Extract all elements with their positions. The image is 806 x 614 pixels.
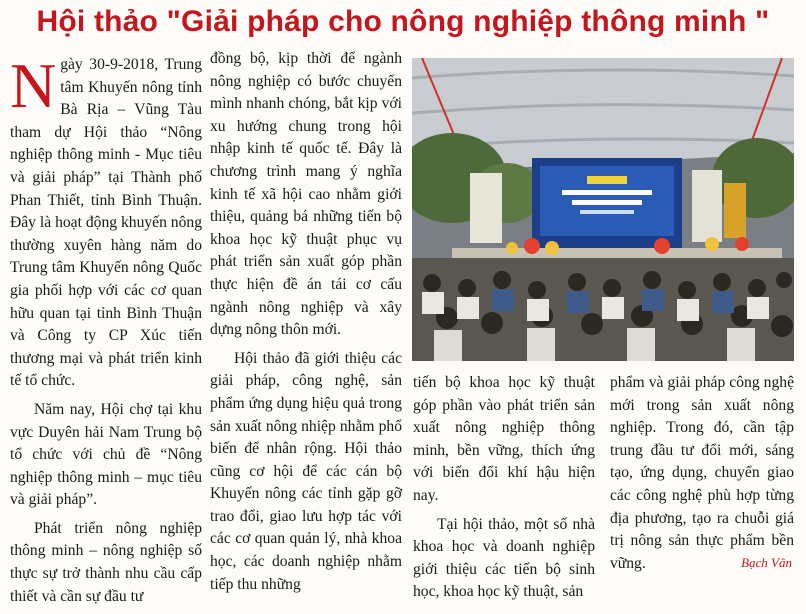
paragraph: Phát triển nông nghiệp thông minh – nông nghiệp số thực sự trở thành nhu cầu cấp thiết và cần sự đầu tư bbox=[10, 519, 202, 605]
paragraph: tiến bộ khoa học kỹ thuật góp phần vào phát triển sản xuất nông nghiệp thông minh, bền vững, thích ứng với biến đổi khí hậu hiện nay. bbox=[413, 374, 595, 504]
column-1 bbox=[10, 50, 202, 614]
column-4 bbox=[610, 372, 794, 581]
paragraph bbox=[10, 50, 202, 393]
article-headline: Hội thảo "Giải pháp cho nông nghiệp thông minh " bbox=[36, 5, 770, 38]
paragraph: phẩm và giải pháp công nghệ mới trong sản xuất nông nghiệp. Trong đó, cần tập trung đầu tư đổi mới, sáng tạo, ứng dụng, chuyển giao các công nghệ phù hợp từng địa phương, tạo ra chuỗi giá trị nông sản thực phẩm bền vững. bbox=[610, 374, 794, 572]
column-3 bbox=[413, 372, 595, 610]
paragraph-text: gày 30-9-2018, Trung tâm Khuyến nông tỉnh Bà Rịa – Vũng Tàu tham dự Hội thảo “Nông nghiệp thông minh - Mục tiêu và giải pháp” tại Thành phố Phan Thiết, tỉnh Bình Thuận. Đây là hoạt động khuyến nông thường xuyên hàng năm do Trung tâm Khuyến nông Quốc gia phối hợp với các cơ quan hữu quan tại tỉnh Bình Thuận và Công ty CP Xúc tiến thương mại và phát triển kinh tế tổ chức. bbox=[10, 56, 202, 390]
paragraph: Hội thảo đã giới thiệu các giải pháp, công nghệ, sản phẩm ứng dụng hiệu quả trong sản xuất nông nhiệp nhằm phổ biến để nhân rộng. Hội thảo cũng cơ hội để các cán bộ Khuyến nông các tỉnh gặp gỡ trao đổi, giao lưu hợp tác với các cơ quan quản lý, nhà khoa học, các doanh nghiệp nhằm tiếp thu những bbox=[210, 349, 402, 593]
photo-illustration bbox=[412, 58, 794, 361]
paragraph: Năm nay, Hội chợ tại khu vực Duyên hải Nam Trung bộ tổ chức với chủ đề “Nông nghiệp thông minh – mục tiêu và giải pháp”. bbox=[10, 400, 202, 509]
paragraph: đồng bộ, kịp thời để ngành nông nghiệp có bước chuyển mình nhanh chóng, bắt kịp với xu hướng chung trong hội nhập kinh tế quốc tế. Đây là chương trình mang ý nghĩa kinh tế xã hội cao nhằm giới thiệu, quảng bá những tiến bộ khoa học kỹ thuật phục vụ phát triển sản xuất góp phần thực hiện đề án tái cơ cấu ngành nông nghiệp và xây dựng nông thôn mới. bbox=[210, 50, 402, 339]
drop-cap: N bbox=[10, 50, 57, 121]
paragraph: Tại hội thảo, một số nhà khoa học và doanh nghiệp giới thiệu các tiến bộ sinh học, khoa học kỹ thuật, sản bbox=[413, 515, 595, 601]
column-2 bbox=[210, 48, 402, 602]
conference-photo bbox=[412, 58, 794, 361]
author-byline: Bạch Vân bbox=[741, 555, 792, 570]
